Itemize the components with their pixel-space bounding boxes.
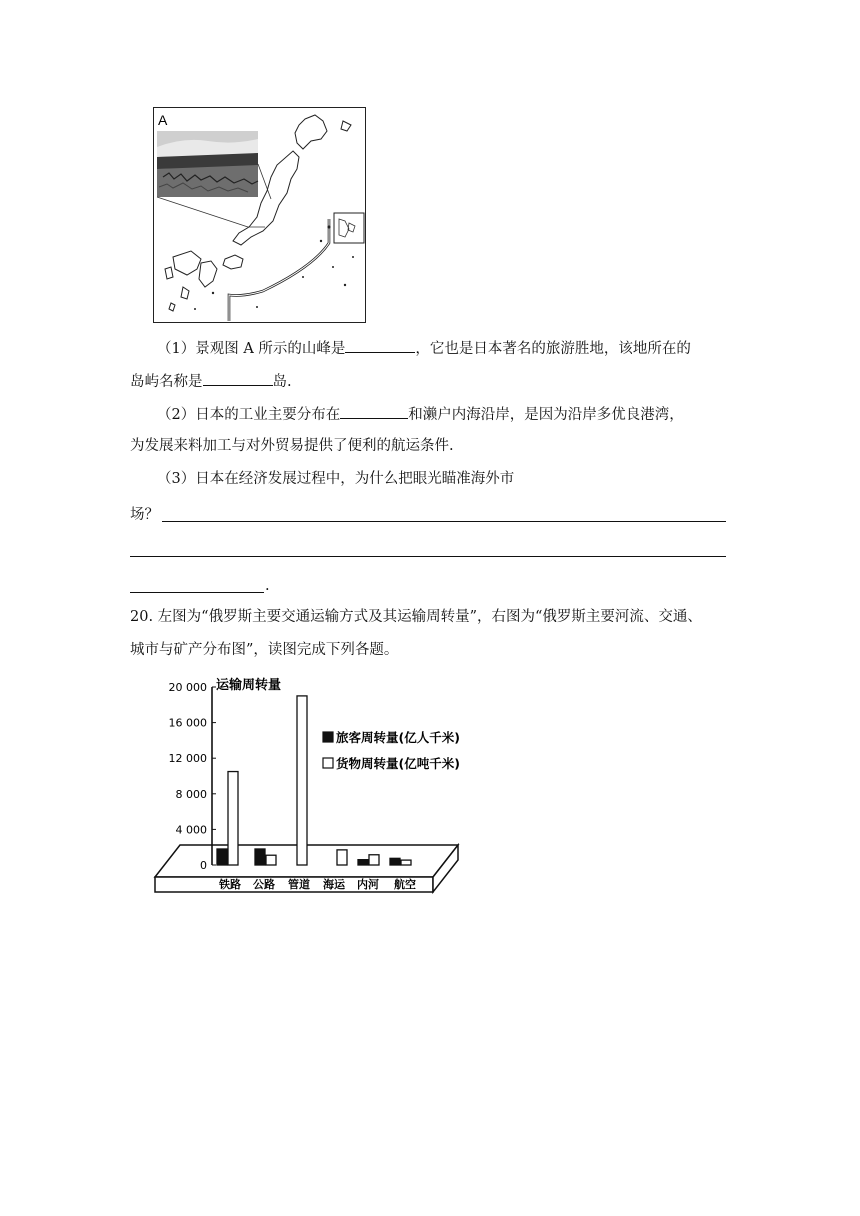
y-tick-label: 12 000 <box>168 752 207 766</box>
bar-freight <box>369 855 379 865</box>
x-tick-label: 航空 <box>394 878 416 891</box>
q20-line2: 城市与矿产分布图”，读图完成下列各题。 <box>130 642 399 658</box>
bar-passenger <box>217 849 227 865</box>
japan-map-figure <box>153 107 366 323</box>
legend-swatch <box>323 732 333 742</box>
landscape-photo <box>157 131 258 197</box>
x-tick-label: 公路 <box>253 878 275 891</box>
answer-line[interactable] <box>162 521 726 522</box>
bar-freight <box>228 772 238 865</box>
bar-freight <box>337 850 347 865</box>
x-tick-label: 内河 <box>357 878 379 891</box>
y-tick-label: 4 000 <box>175 823 207 837</box>
q2-line2: 为发展来料加工与对外贸易提供了便利的航运条件. <box>130 438 454 454</box>
y-tick-label: 8 000 <box>175 787 207 801</box>
answer-line[interactable] <box>130 592 264 593</box>
q20-line1: 20. 左图为“俄罗斯主要交通运输方式及其运输周转量”，右图为“俄罗斯主要河流、交通、 <box>130 609 702 625</box>
q3-line2: 场？ <box>130 507 159 523</box>
answer-blank[interactable] <box>203 370 273 386</box>
chart-title: 运输周转量 <box>216 678 282 693</box>
bar-passenger <box>358 860 368 865</box>
q1-line1: （1）景观图 A 所示的山峰是 ，它也是日本著名的旅游胜地，该地所在的 <box>157 337 691 359</box>
bar-freight <box>266 855 276 865</box>
y-tick-label: 16 000 <box>168 716 207 730</box>
transport-turnover-chart <box>150 672 470 897</box>
x-tick-label: 管道 <box>288 878 310 891</box>
q1-line2: 岛屿名称是 岛. <box>130 370 292 392</box>
bar-freight <box>297 696 307 865</box>
q3-line1: （3）日本在经济发展过程中，为什么把眼光瞄准海外市 <box>157 471 515 487</box>
y-tick-label: 20 000 <box>168 681 207 694</box>
legend-entry: 旅客周转量(亿人千米) <box>336 730 460 745</box>
legend-entry: 货物周转量(亿吨千米) <box>336 756 460 771</box>
answer-blank[interactable] <box>340 403 408 419</box>
q3-end: . <box>265 578 270 594</box>
legend-swatch <box>323 758 333 768</box>
answer-line[interactable] <box>130 556 726 557</box>
x-tick-label: 铁路 <box>219 878 241 891</box>
bar-passenger <box>390 858 400 865</box>
answer-blank[interactable] <box>345 337 415 353</box>
x-tick-label: 海运 <box>323 878 345 891</box>
q2-line1: （2）日本的工业主要分布在 和濑户内海沿岸，是因为沿岸多优良港湾， <box>157 403 684 425</box>
y-tick-label: 0 <box>200 859 207 872</box>
bar-passenger <box>255 849 265 865</box>
map-label: A <box>158 112 168 128</box>
bar-freight <box>401 860 411 865</box>
